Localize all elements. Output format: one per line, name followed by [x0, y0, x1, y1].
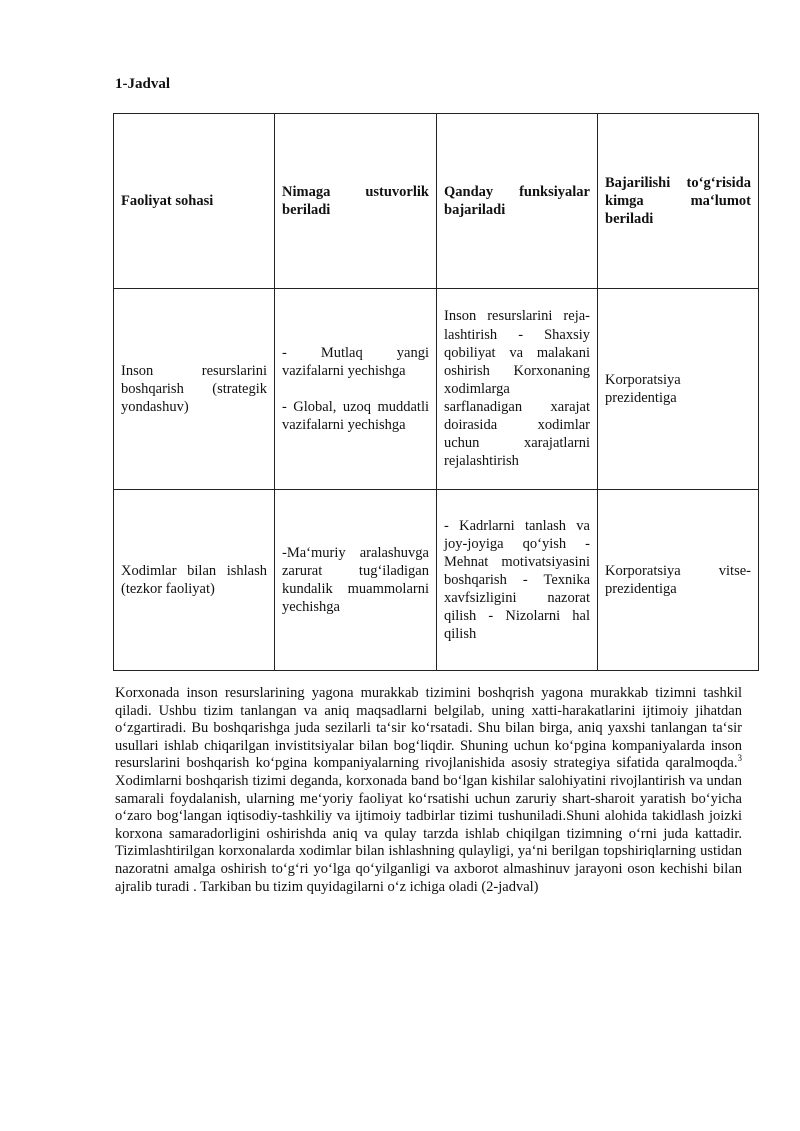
table-row — [114, 289, 759, 490]
header-cell-functions: Qanday funksiyalar bajariladi — [437, 114, 598, 289]
paragraph-part-2: Xodimlarni boshqarish tizimi deganda, korxonada band bo‘lgan kishilar salohiyatini rivojlantirish va undan samarali foydalanish, ularning me‘yoriy faoliyat ko‘rsatishi uchun zaruriy shart-sharoit yaratish bo‘yicha o‘zaro bog‘langan iqtisodiy-tashkiliy va ijtimoiy tadbirlar tizimi tushuniladi.Shuni alohida takidlash joizki korxona samaradorligini oshirishda aniq va qulay tarzda ishlab chiqilgan tizimning o‘rni juda kattadir. Tizimlashtirilgan korxonalarda xodimlar bilan ishlashning qulayligi, ya‘ni berilgan topshiriqlarning ustidan nazoratni amalga oshirish to‘g‘ri yo‘lga qo‘yilganligi va axborot almashinuv jarayoni oson kechishi bilan ajralib turadi . Tarkiban bu tizim quyidagilarni o‘z ichiga oladi (2-jadval) — [115, 772, 742, 895]
header-cell-activity: Faoliyat sohasi — [114, 114, 275, 289]
paragraph-part-1: Korxonada inson resurslarining yagona murakkab tizimini boshqrish yagona murakkab tizimni tashkil qiladi. Ushbu tizim tanlangan va aniq maqsadlarni belgilab, uning xatti-harakatlarini ijtimoiy jihatdan o‘zgartiradi. Bu boshqarishga juda sezilarli ta‘sir ko‘rsatadi. Shu bilan birga, aniq yaxshi tanlangan ta‘sir usullari ishlab chiqarilgan invistitsiyalar bilan bog‘liqdir. Shuning uchun ko‘pgina kompaniyalarda inson resurslarini boshqarish ko‘pgina kompaniyalarning rivojlanishida asosiy strategiya sifatida qaralmoqda. — [115, 685, 742, 772]
table-row — [114, 490, 759, 671]
header-cell-reporting: Bajarilishi to‘g‘risida kimga ma‘lumot beriladi — [598, 114, 759, 289]
table-cell: - Kadrlarni tanlash va joy-joyiga qo‘yish -Mehnat motivatsiyasini boshqarish - Texnika xavfsizligini nazorat qilish - Nizolarni hal qilish — [437, 490, 598, 671]
table-cell: Korporatsiya vitse-prezidentiga — [598, 490, 759, 671]
table-cell: Inson resurslarini boshqarish (strategik yondashuv) — [114, 289, 275, 490]
data-table — [113, 113, 759, 671]
table-cell: - Mutlaq yangi vazifalarni yechishga - Global, uzoq muddatli vazifalarni yechishga — [275, 289, 437, 490]
footnote-marker[interactable]: 3 — [737, 753, 742, 764]
table-cell: Korporatsiya prezidentiga — [598, 289, 759, 490]
table-cell: Inson resurslarini reja-lashtirish - Shaxsiy qobiliyat va malakani oshirish Korxonaning xodimlarga sarflanadigan xarajat doirasida xodimlar uchun xarajatlarni rejalashtirish — [437, 289, 598, 490]
table-header-row — [114, 114, 759, 289]
table-cell: Xodimlar bilan ishlash (tezkor faoliyat) — [114, 490, 275, 671]
header-cell-priority: Nimaga ustuvorlik beriladi — [275, 114, 437, 289]
body-paragraph — [115, 685, 742, 896]
table-cell: -Ma‘muriy aralashuvga zarurat tug‘iladigan kundalik muammolarni yechishga — [275, 490, 437, 671]
table-caption: 1-Jadval — [115, 76, 171, 92]
